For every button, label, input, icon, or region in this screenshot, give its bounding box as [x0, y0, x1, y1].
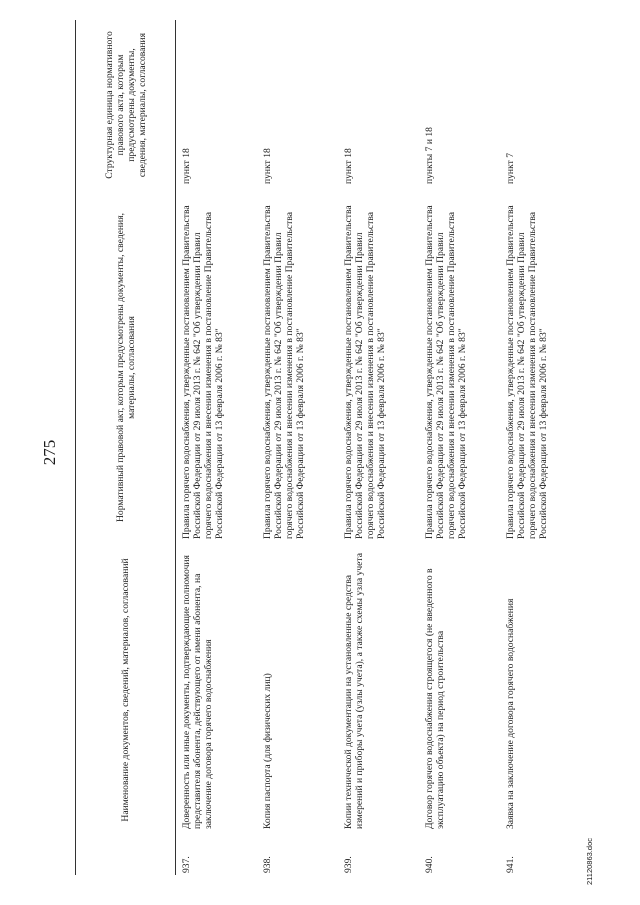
row-structural-unit: пункты 7 и 18: [424, 127, 435, 184]
rotated-page: [40, 20, 600, 885]
row-number: 938.: [262, 856, 273, 873]
footer-filename: 21120863.doc: [585, 838, 594, 885]
header-act: Нормативный правовой акт, которым предусмотрены документы, сведения, материалы, согласования: [76, 190, 176, 545]
row-structural-unit: пункт 18: [262, 148, 273, 184]
table-row: [500, 20, 581, 875]
row-legal-act: Правила горячего водоснабжения, утвержденные постановлением Правительства Российской Федерации от 29 июля 2013 г. № 642 "Об утверждении Правил горячего водоснабжения и внесении изменения в постановление Правительства Российской Федерации от 13 февраля 2006 г. № 83": [343, 205, 387, 539]
table-row: [338, 20, 419, 875]
row-number: 937.: [181, 856, 192, 873]
row-legal-act: Правила горячего водоснабжения, утвержденные постановлением Правительства Российской Федерации от 29 июля 2013 г. № 642 "Об утверждении Правил горячего водоснабжения и внесении изменения в постановление Правительства Российской Федерации от 13 февраля 2006 г. № 83": [262, 205, 306, 539]
row-legal-act: Правила горячего водоснабжения, утвержденные постановлением Правительства Российской Федерации от 29 июля 2013 г. № 642 "Об утверждении Правил горячего водоснабжения и внесении изменения в постановление Правительства Российской Федерации от 13 февраля 2006 г. № 83": [181, 205, 225, 539]
table-header-row: [76, 20, 176, 875]
row-structural-unit: пункт 18: [343, 148, 354, 184]
row-document-name: Доверенность или иные документы, подтверждающие полномочия представителя абонента, действующего от имени абонента, на заключение договора горячего водоснабжения: [181, 555, 214, 829]
table-row: [176, 20, 258, 875]
table-row: [257, 20, 338, 875]
row-document-name: Копия паспорта (для физических лиц): [262, 673, 273, 829]
row-legal-act: Правила горячего водоснабжения, утвержденные постановлением Правительства Российской Федерации от 29 июля 2013 г. № 642 "Об утверждении Правил горячего водоснабжения и внесении изменения в постановление Правительства Российской Федерации от 13 февраля 2006 г. № 83": [505, 205, 549, 539]
header-num: [76, 835, 176, 875]
table-row: [419, 20, 500, 875]
row-number: 939.: [343, 856, 354, 873]
row-legal-act: Правила горячего водоснабжения, утвержденные постановлением Правительства Российской Федерации от 29 июля 2013 г. № 642 "Об утверждении Правил горячего водоснабжения и внесении изменения в постановление Правительства Российской Федерации от 13 февраля 2006 г. № 83": [424, 205, 468, 539]
header-name: Наименование документов, сведений, материалов, согласований: [76, 545, 176, 835]
page-number: 275: [40, 439, 59, 466]
row-number: 940.: [424, 856, 435, 873]
row-document-name: Заявка на заключение договора горячего водоснабжения: [505, 598, 516, 829]
row-structural-unit: пункт 7: [505, 153, 516, 184]
row-number: 941.: [505, 856, 516, 873]
row-structural-unit: пункт 18: [181, 148, 192, 184]
row-document-name: Копии технической документации на установленные средства измерений и приборы учета (узлы учета), а также схемы узла учета: [343, 553, 365, 829]
header-unit: Структурная единица нормативного правового акта, которым предусмотрены документы, сведения, материалы, согласования: [76, 20, 176, 190]
row-document-name: Договор горячего водоснабжения строящегося (не введенного в эксплуатацию объекта) на период строительства: [424, 568, 446, 829]
documents-table: [75, 20, 581, 875]
